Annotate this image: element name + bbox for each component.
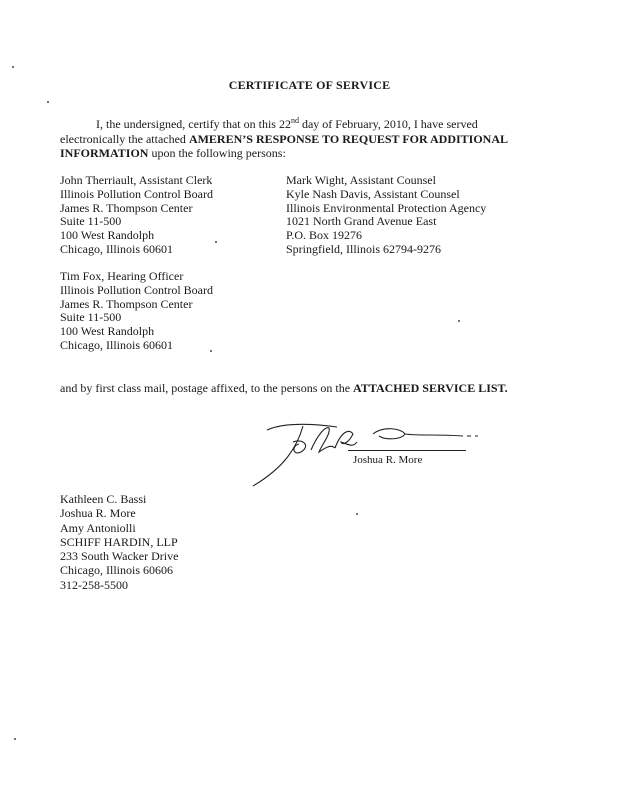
address-line: Tim Fox, Hearing Officer bbox=[60, 269, 184, 283]
address-line: James R. Thompson Center bbox=[60, 200, 193, 215]
address-line: Illinois Pollution Control Board bbox=[60, 186, 214, 201]
address-line: 100 West Randolph bbox=[60, 324, 155, 339]
certification-day-suffix: nd bbox=[290, 116, 299, 125]
counsel-line: Amy Antoniolli bbox=[60, 520, 136, 535]
counsel-line: Kathleen C. Bassi bbox=[60, 492, 147, 506]
address-line: Suite 11-500 bbox=[60, 214, 122, 229]
address-line: Illinois Pollution Control Board bbox=[60, 282, 214, 297]
address-line: Mark Wight, Assistant Counsel bbox=[286, 173, 436, 187]
scan-speck bbox=[458, 320, 460, 322]
address-line: Chicago, Illinois 60601 bbox=[60, 337, 173, 352]
counsel-signature-block bbox=[60, 492, 178, 592]
scan-speck bbox=[14, 738, 16, 740]
certification-text-after-day: day of February, 2010, I have served electronically the attached bbox=[60, 117, 478, 146]
served-document-title: AMEREN’S RESPONSE TO REQUEST FOR ADDITIONAL INFORMATION bbox=[60, 131, 508, 160]
scan-speck bbox=[356, 513, 358, 515]
signer-name: Joshua R. More bbox=[353, 454, 423, 466]
address-line: Chicago, Illinois 60601 bbox=[60, 241, 173, 256]
recipient-address-hearing-officer bbox=[60, 270, 213, 353]
address-line: Suite 11-500 bbox=[60, 310, 122, 325]
scan-speck bbox=[210, 350, 212, 352]
scan-speck bbox=[47, 101, 49, 103]
address-line: John Therriault, Assistant Clerk bbox=[60, 173, 213, 187]
certification-paragraph bbox=[60, 117, 535, 161]
address-line: 1021 North Grand Avenue East bbox=[286, 214, 437, 229]
address-line: 100 West Randolph bbox=[60, 228, 155, 243]
certification-text-before-day: I, the undersigned, certify that on this 22 bbox=[96, 117, 291, 131]
recipient-address-epa bbox=[286, 174, 486, 257]
firm-address-line: 233 South Wacker Drive bbox=[60, 549, 179, 564]
address-line: Illinois Environmental Protection Agency bbox=[286, 200, 487, 215]
mail-statement-text: and by first class mail, postage affixed, to the persons on the bbox=[60, 381, 354, 395]
recipient-address-clerk bbox=[60, 174, 213, 257]
address-line: James R. Thompson Center bbox=[60, 296, 193, 311]
address-line: Kyle Nash Davis, Assistant Counsel bbox=[286, 186, 460, 201]
firm-name: SCHIFF HARDIN, LLP bbox=[60, 534, 178, 549]
counsel-line: Joshua R. More bbox=[60, 506, 136, 521]
signature-line bbox=[348, 450, 466, 451]
handwritten-signature bbox=[245, 412, 485, 492]
address-line: P.O. Box 19276 bbox=[286, 228, 363, 243]
scan-speck bbox=[215, 241, 217, 243]
address-line: Springfield, Illinois 62794-9276 bbox=[286, 241, 441, 256]
mail-service-statement bbox=[60, 381, 508, 396]
firm-address-line: Chicago, Illinois 60606 bbox=[60, 563, 173, 578]
firm-phone: 312-258-5500 bbox=[60, 577, 128, 592]
service-list-reference: ATTACHED SERVICE LIST. bbox=[353, 381, 508, 395]
scan-speck bbox=[12, 66, 14, 68]
page-title: CERTIFICATE OF SERVICE bbox=[228, 78, 391, 92]
certification-text-end: upon the following persons: bbox=[148, 146, 286, 160]
